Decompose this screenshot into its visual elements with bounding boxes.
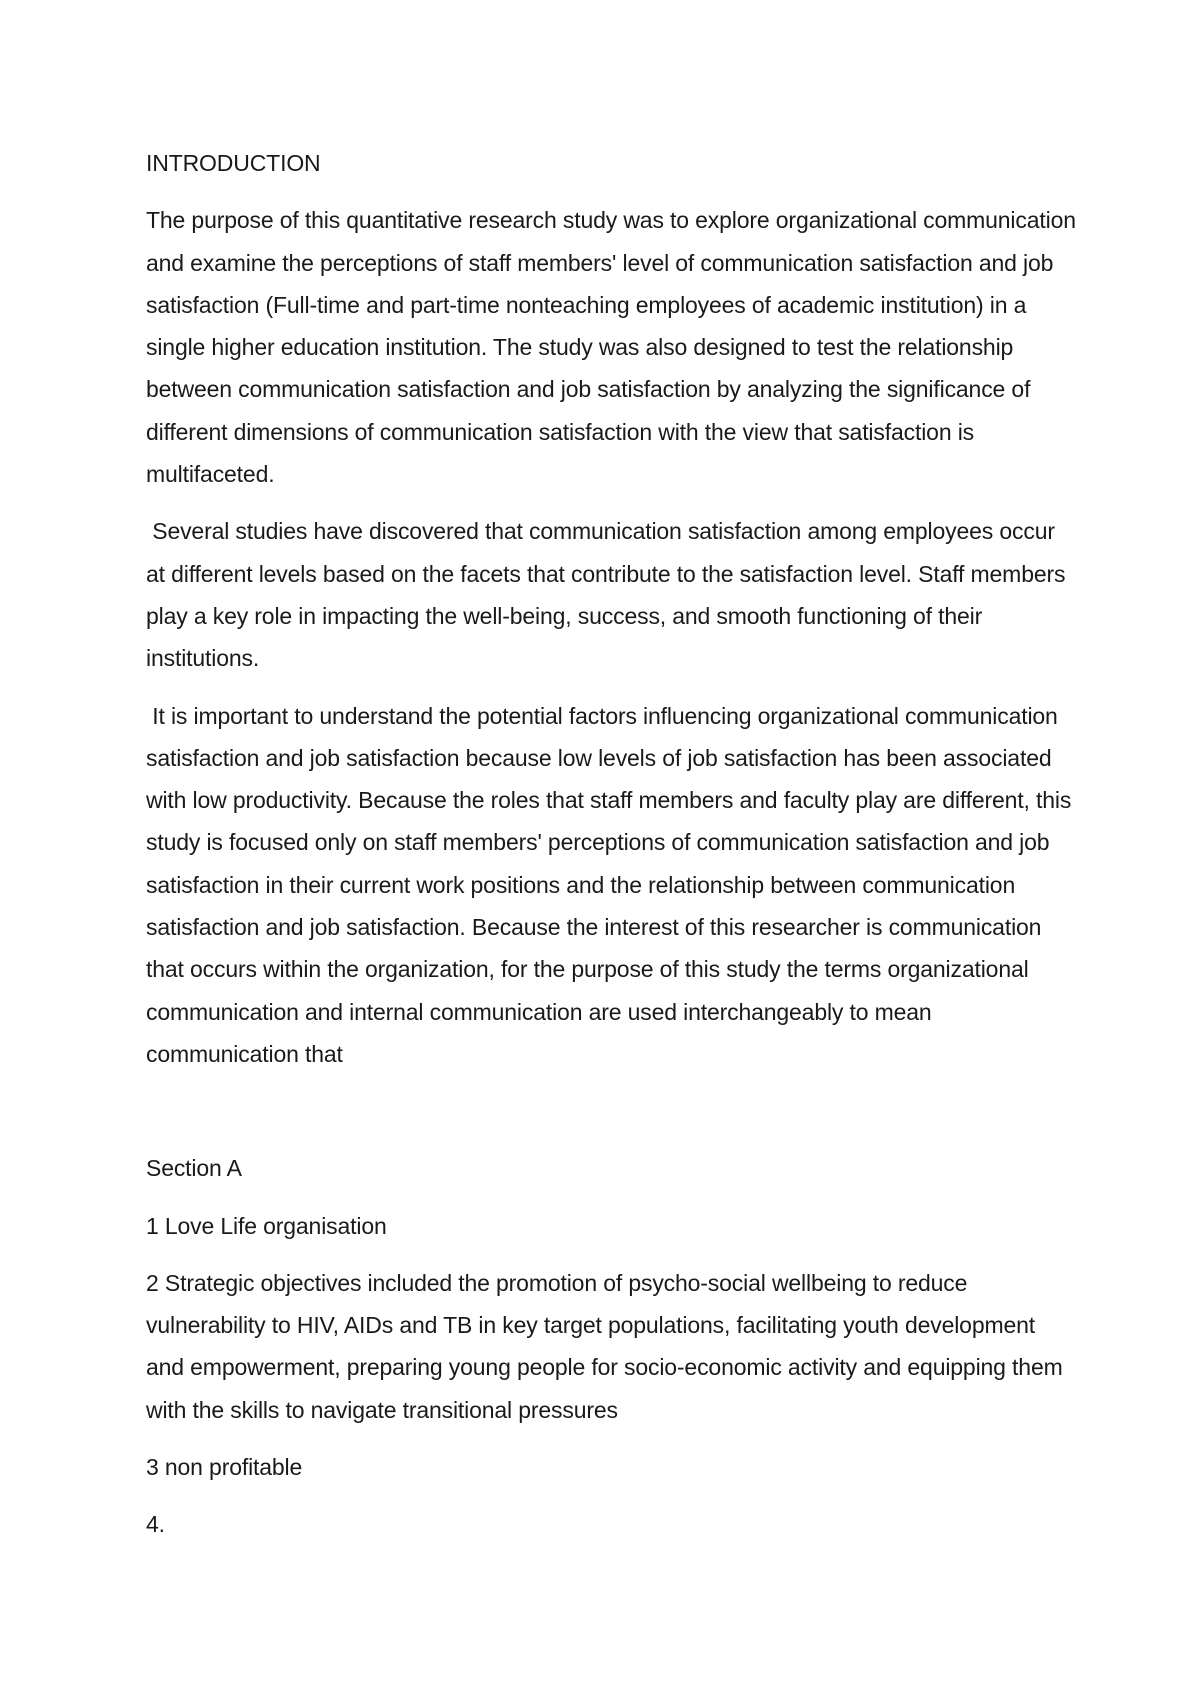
intro-paragraph-3: It is important to understand the potential factors influencing organizational communication satisfaction and job satisfaction because low levels of job satisfaction has been associated with low productivity. Because the roles that staff members and faculty play are different, this study is focused only on staff members' perceptions of communication satisfaction and job satisfaction in their current work positions and the relationship between communication satisfaction and job satisfaction. Because the interest of this researcher is communication that occurs within the organization, for the purpose of this study the terms organizational communication and internal communication are used interchangeably to mean communication that <box>146 702 1078 1067</box>
section-a-heading: Section A <box>146 1155 242 1182</box>
intro-paragraph-1: The purpose of this quantitative research study was to explore organizational communication and examine the perceptions of staff members' level of communication satisfaction and job satisfaction (Full-time and part-time nonteaching employees of academic institution) in a single higher education institution. The study was also designed to test the relationship between communication satisfaction and job satisfaction by analyzing the significance of different dimensions of communication satisfaction with the view that satisfaction is multifaceted. <box>146 207 1083 488</box>
section-a-item-1: 1 Love Life organisation <box>146 1212 387 1239</box>
section-a-item-4: 4. <box>146 1511 165 1538</box>
section-a-item-3: 3 non profitable <box>146 1454 303 1481</box>
section-a-item-2: 2 Strategic objectives included the promotion of psycho-social wellbeing to reduce vulnerability to HIV, AIDs and TB in key target populations, facilitating youth development and empowerment, preparing young people for socio-economic activity and equipping them with the skills to navigate transitional pressures <box>146 1269 1069 1423</box>
document-body <box>146 142 1083 1561</box>
intro-paragraph-2: Several studies have discovered that communication satisfaction among employees occur at different levels based on the facets that contribute to the satisfaction level. Staff members play a key role in impacting the well-being, success, and smooth functioning of their institutions. <box>146 518 1072 672</box>
introduction-heading: INTRODUCTION <box>146 150 321 176</box>
